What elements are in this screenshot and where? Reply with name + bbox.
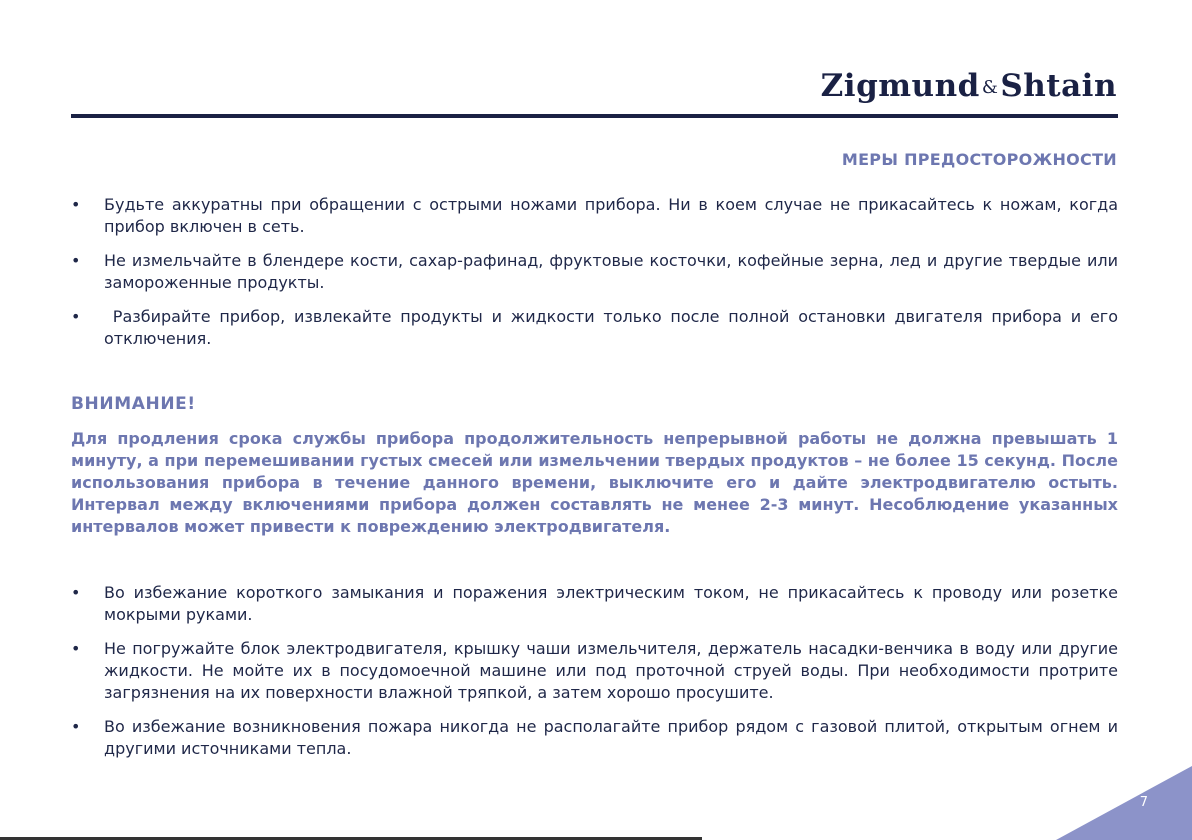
brand-name-left: Zigmund bbox=[820, 68, 980, 104]
brand-logo bbox=[821, 68, 1117, 104]
bullet-icon: • bbox=[71, 251, 81, 270]
list-item bbox=[71, 582, 1118, 626]
list-item bbox=[71, 306, 1124, 350]
bullet-icon: • bbox=[71, 195, 81, 214]
list-item bbox=[71, 638, 1118, 704]
list-item-text: Не измельчайте в блендере кости, сахар-рафинад, фруктовые косточки, кофейные зерна, лед и другие твердые или замороженные продукты. bbox=[104, 251, 1118, 292]
list-item bbox=[71, 250, 1118, 294]
bullet-icon: • bbox=[71, 583, 81, 602]
corner-decoration bbox=[1056, 766, 1192, 840]
header-divider bbox=[71, 114, 1118, 118]
warning-text: Для продления срока службы прибора продолжительность непрерывной работы не должна превышать 1 минуту, а при перемешивании густых смесей или измельчении твердых продуктов – не более 15 секунд. После использования прибора в течение данного времени, выключите его и дайте электродвигателю остыть. Интервал между включениями прибора должен составлять не менее 2-3 минут. Несоблюдение указанных интервалов может привести к повреждению электродвигателя. bbox=[71, 429, 1118, 536]
bullet-icon: • bbox=[71, 639, 81, 658]
bullet-icon: • bbox=[71, 717, 81, 736]
list-item-text: Будьте аккуратны при обращении с острыми ножами прибора. Ни в коем случае не прикасайтесь к ножам, когда прибор включен в сеть. bbox=[104, 195, 1118, 236]
precautions-list-bottom bbox=[71, 582, 1118, 772]
precautions-list-top bbox=[71, 194, 1124, 362]
list-item bbox=[71, 716, 1118, 760]
list-item-text: Не погружайте блок электродвигателя, крышку чаши измельчителя, держатель насадки-венчика в воду или другие жидкости. Не мойте их в посудомоечной машине или под проточной струей воды. При необходимости протрите загрязнения на их поверхности влажной тряпкой, а затем хорошо просушите. bbox=[104, 639, 1118, 702]
brand-ampersand: & bbox=[981, 77, 999, 98]
page-number: 7 bbox=[1139, 795, 1148, 810]
list-item-text: Во избежание возникновения пожара никогда не располагайте прибор рядом с газовой плитой, открытым огнем и другими источниками тепла. bbox=[104, 717, 1118, 758]
list-item bbox=[71, 194, 1118, 238]
list-item-text: Разбирайте прибор, извлекайте продукты и жидкости только после полной остановки двигателя прибора и его отключения. bbox=[104, 307, 1124, 348]
warning-title: ВНИМАНИЕ! bbox=[71, 394, 196, 414]
section-title: МЕРЫ ПРЕДОСТОРОЖНОСТИ bbox=[841, 150, 1117, 169]
bullet-icon: • bbox=[71, 307, 81, 326]
brand-name-right: Shtain bbox=[1000, 68, 1117, 104]
list-item-text: Во избежание короткого замыкания и поражения электрическим током, не прикасайтесь к проводу или розетке мокрыми руками. bbox=[104, 583, 1118, 624]
